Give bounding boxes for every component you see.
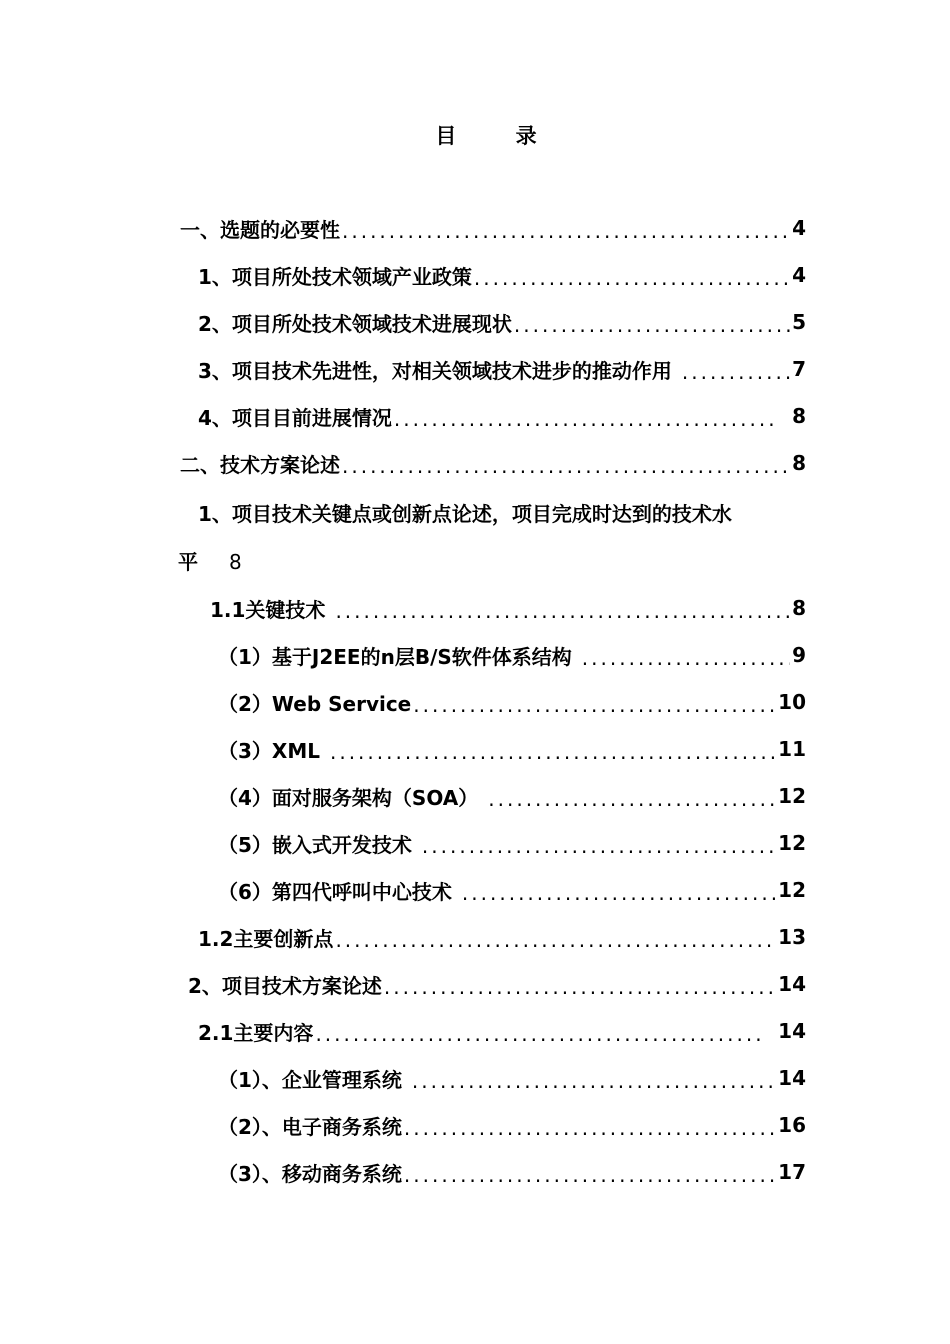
toc-entry[interactable] [198,399,806,433]
toc-entry-page: 8 [792,451,806,475]
toc-entry-text: （2）、电子商务系统 [218,1114,402,1139]
toc-leader-dots [582,644,790,672]
toc-entry-text: 二、技术方案论述 [180,452,340,477]
toc-leader-dots [474,264,790,292]
toc-leader-dots [422,832,776,860]
toc-entry[interactable] [218,732,806,766]
toc-entry-text: 1、项目技术关键点或创新点论述，项目完成时达到的技术水 [198,502,732,526]
toc-entry-continuation[interactable] [178,546,242,575]
toc-entry-page: 17 [778,1160,806,1184]
toc-entry[interactable] [218,779,806,813]
toc-entry[interactable] [218,638,806,672]
toc-leader-dots [682,358,790,386]
toc-leader-dots [384,973,776,1001]
toc-entry-text: 4、项目目前进展情况 [198,405,392,430]
toc-title: 目 录 [435,124,563,148]
toc-leader-dots [315,1020,764,1048]
toc-entry[interactable] [218,1155,806,1189]
toc-entry-page: 16 [778,1113,806,1137]
toc-entry[interactable] [218,826,806,860]
toc-entry-page: 11 [778,737,806,761]
toc-entry-page: 8 [228,550,242,574]
toc-entry-page: 9 [792,643,806,667]
toc-entry-page: 12 [778,784,806,808]
toc-entry-page: 14 [778,972,806,996]
toc-entry-text: 3、项目技术先进性，对相关领域技术进步的推动作用 [198,358,672,383]
toc-entry-text: 2、项目技术方案论述 [188,973,382,998]
toc-entry-text: （1）基于J2EE的n层B/S软件体系结构 [218,644,572,669]
toc-leader-dots [335,597,790,625]
toc-entry-page: 12 [778,831,806,855]
toc-entry-page: 5 [792,310,806,334]
toc-entry[interactable] [180,211,806,245]
toc-entry-text: （3）、移动商务系统 [218,1161,402,1186]
toc-entry[interactable] [218,685,806,719]
toc-leader-dots [488,785,776,813]
toc-entry-page: 8 [792,596,806,620]
toc-entry-page: 10 [778,690,806,714]
toc-leader-dots [413,691,776,719]
toc-entry[interactable] [218,1108,806,1142]
toc-leader-dots [412,1067,776,1095]
toc-entry[interactable] [218,873,806,907]
toc-entry-page: 14 [778,1066,806,1090]
toc-leader-dots [330,738,776,766]
toc-entry-page: 14 [778,1019,806,1043]
toc-leader-dots [404,1161,776,1189]
toc-entry-text: （5）嵌入式开发技术 [218,832,412,857]
toc-entry-text: （3）XML [218,738,320,763]
toc-entry[interactable] [198,352,806,386]
toc-entry[interactable] [210,591,806,625]
toc-entry-text: 1.1关键技术 [210,597,326,622]
toc-entry-text: 2、项目所处技术领域技术进展现状 [198,311,512,336]
toc-entry[interactable] [198,498,732,527]
toc-entry[interactable] [198,258,806,292]
toc-entry-text: 2.1主要内容 [198,1020,314,1045]
toc-entry-text: 1.2主要创新点 [198,926,334,951]
toc-entry-text: （4）面对服务架构（SOA） [218,785,479,810]
toc-leader-dots [462,879,776,907]
toc-entry-page: 13 [778,925,806,949]
toc-leader-dots [342,452,790,480]
toc-leader-dots [394,405,778,433]
toc-entry-text: （2）Web Service [218,691,412,716]
toc-entry-text: 1、项目所处技术领域产业政策 [198,264,472,289]
toc-entry[interactable] [218,1061,806,1095]
toc-entry-page: 12 [778,878,806,902]
toc-entry-page: 4 [792,263,806,287]
toc-entry-page: 4 [792,216,806,240]
toc-entry[interactable] [198,920,806,954]
toc-entry-text-continuation: 平 [178,550,198,574]
toc-entry[interactable] [198,305,806,339]
toc-entry[interactable] [180,446,806,480]
toc-entry-text: （1）、企业管理系统 [218,1067,402,1092]
toc-leader-dots [342,217,790,245]
toc-leader-dots [335,926,776,954]
toc-leader-dots [404,1114,776,1142]
toc-entry[interactable] [198,1014,806,1048]
toc-entry-page: 8 [792,404,806,428]
toc-entry-text: 一、选题的必要性 [180,217,340,242]
toc-entry-text: （6）第四代呼叫中心技术 [218,879,452,904]
toc-entry-page: 7 [792,357,806,381]
toc-leader-dots [514,311,790,339]
toc-entry[interactable] [188,967,806,1001]
